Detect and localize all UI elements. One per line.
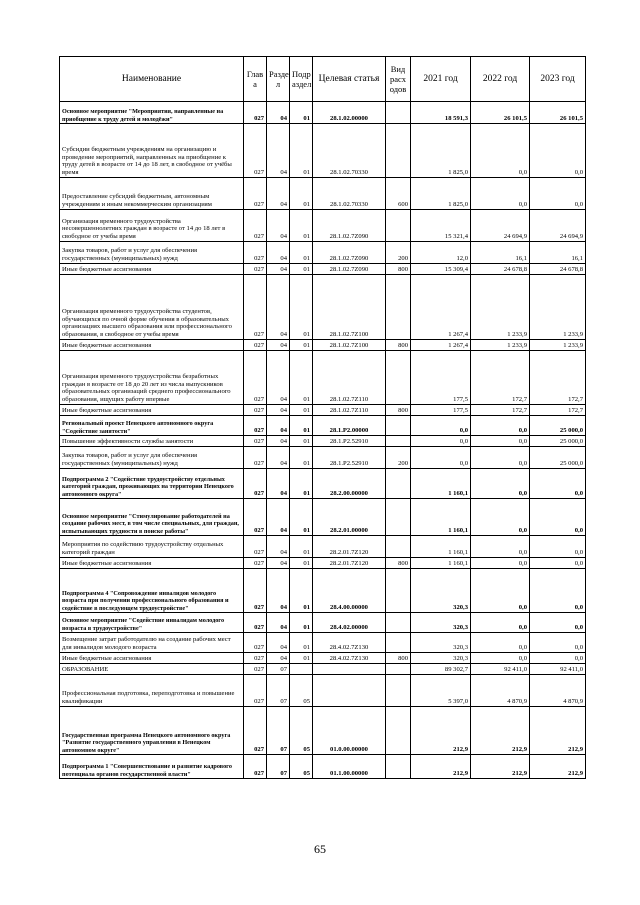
row-glava: 027 (244, 178, 267, 210)
row-razdel: 07 (267, 707, 290, 755)
row-glava: 027 (244, 755, 267, 779)
row-amount-2022: 1 233,9 (471, 340, 530, 351)
row-amount-2021: 0,0 (411, 447, 471, 469)
row-name: Повышение эффективности службы занятости (60, 436, 244, 447)
row-amount-2023: 24 678,8 (530, 264, 586, 275)
row-name: Подпрограмма 4 "Сопровождение инвалидов молодого возраста при получении профессионального образования и содействие в последующем трудоустройстве" (60, 569, 244, 613)
row-glava: 027 (244, 210, 267, 242)
row-celevaya-statya: 28.1.02.7Z100 (313, 275, 386, 340)
row-podrazdel: 01 (290, 469, 313, 499)
row-name: Возмещение затрат работодателю на создание рабочих мест для инвалидов молодого возраста (60, 633, 244, 653)
row-celevaya-statya: 01.1.00.00000 (313, 755, 386, 779)
table-row (60, 675, 586, 707)
row-vid-rashodov: 600 (386, 178, 411, 210)
row-amount-2023: 0,0 (530, 124, 586, 178)
row-glava: 027 (244, 416, 267, 436)
row-amount-2023: 25 000,0 (530, 416, 586, 436)
row-amount-2022: 0,0 (471, 536, 530, 558)
row-glava: 027 (244, 558, 267, 569)
row-podrazdel: 01 (290, 653, 313, 664)
row-razdel: 04 (267, 264, 290, 275)
row-name: Мероприятия по содействию трудоустройству отдельных категорий граждан (60, 536, 244, 558)
row-amount-2021: 212,9 (411, 755, 471, 779)
row-glava: 027 (244, 405, 267, 416)
row-glava: 027 (244, 447, 267, 469)
row-vid-rashodov: 800 (386, 340, 411, 351)
row-celevaya-statya: 28.1.02.00000 (313, 102, 386, 124)
row-name: Иные бюджетные ассигнования (60, 340, 244, 351)
row-celevaya-statya: 28.1.02.7Z110 (313, 405, 386, 416)
row-amount-2023: 25 000,0 (530, 436, 586, 447)
row-vid-rashodov (386, 499, 411, 536)
row-amount-2023: 1 233,9 (530, 340, 586, 351)
row-celevaya-statya: 28.1.02.70330 (313, 124, 386, 178)
row-amount-2021: 320,3 (411, 653, 471, 664)
row-glava: 027 (244, 469, 267, 499)
row-amount-2021: 0,0 (411, 416, 471, 436)
row-amount-2023: 0,0 (530, 613, 586, 633)
row-celevaya-statya: 28.2.01.7Z120 (313, 536, 386, 558)
row-amount-2023: 212,9 (530, 755, 586, 779)
row-amount-2021: 89 302,7 (411, 664, 471, 675)
row-amount-2022: 4 870,9 (471, 675, 530, 707)
row-razdel: 04 (267, 102, 290, 124)
row-name: ОБРАЗОВАНИЕ (60, 664, 244, 675)
row-razdel: 04 (267, 340, 290, 351)
row-razdel: 07 (267, 755, 290, 779)
row-podrazdel: 01 (290, 340, 313, 351)
row-amount-2022: 0,0 (471, 499, 530, 536)
row-amount-2021: 320,3 (411, 569, 471, 613)
row-amount-2021: 1 267,4 (411, 340, 471, 351)
row-podrazdel: 05 (290, 755, 313, 779)
header-glava: Глав а (244, 57, 267, 102)
row-glava: 027 (244, 340, 267, 351)
row-vid-rashodov (386, 613, 411, 633)
row-vid-rashodov: 800 (386, 653, 411, 664)
row-razdel: 04 (267, 416, 290, 436)
row-glava: 027 (244, 499, 267, 536)
row-amount-2023: 0,0 (530, 558, 586, 569)
row-amount-2022: 24 694,9 (471, 210, 530, 242)
row-razdel: 04 (267, 469, 290, 499)
table-body (60, 102, 586, 779)
row-amount-2022: 0,0 (471, 124, 530, 178)
table-row (60, 124, 586, 178)
row-name: Субсидии бюджетным учреждениям на организацию и проведение мероприятий, направленных на приобщение к труду детей в возрасте от 14 до 18 лет, в свободное от учёбы время (60, 124, 244, 178)
header-name: Наименование (60, 57, 244, 102)
row-amount-2021: 1 825,0 (411, 178, 471, 210)
row-name: Закупка товаров, работ и услуг для обеспечения государственных (муниципальных) нужд (60, 447, 244, 469)
row-glava: 027 (244, 264, 267, 275)
row-amount-2021: 1 160,1 (411, 469, 471, 499)
row-podrazdel: 01 (290, 351, 313, 405)
row-podrazdel: 01 (290, 210, 313, 242)
row-razdel: 04 (267, 124, 290, 178)
header-vid-rashodov: Вид расх одов (386, 57, 411, 102)
row-amount-2021: 1 160,1 (411, 499, 471, 536)
row-glava: 027 (244, 653, 267, 664)
row-amount-2021: 1 160,1 (411, 558, 471, 569)
row-razdel: 04 (267, 436, 290, 447)
row-razdel: 07 (267, 675, 290, 707)
row-podrazdel: 01 (290, 264, 313, 275)
row-celevaya-statya: 28.1.02.7Z110 (313, 351, 386, 405)
row-name: Основное мероприятие "Содействие инвалидам молодого возраста в трудоустройстве" (60, 613, 244, 633)
row-name: Иные бюджетные ассигнования (60, 653, 244, 664)
table-row (60, 664, 586, 675)
row-razdel: 04 (267, 210, 290, 242)
row-celevaya-statya: 28.1.P2.00000 (313, 416, 386, 436)
row-amount-2023: 212,9 (530, 707, 586, 755)
row-podrazdel: 01 (290, 178, 313, 210)
row-glava: 027 (244, 351, 267, 405)
row-razdel: 04 (267, 558, 290, 569)
row-amount-2023: 25 000,0 (530, 447, 586, 469)
row-amount-2021: 1 825,0 (411, 124, 471, 178)
row-vid-rashodov (386, 210, 411, 242)
row-podrazdel: 01 (290, 405, 313, 416)
row-amount-2021: 1 160,1 (411, 536, 471, 558)
row-vid-rashodov (386, 469, 411, 499)
table-row (60, 447, 586, 469)
row-name: Закупка товаров, работ и услуг для обеспечения государственных (муниципальных) нужд (60, 242, 244, 264)
row-name: Иные бюджетные ассигнования (60, 558, 244, 569)
row-amount-2021: 15 309,4 (411, 264, 471, 275)
row-amount-2021: 1 267,4 (411, 275, 471, 340)
row-vid-rashodov: 800 (386, 558, 411, 569)
row-podrazdel: 01 (290, 436, 313, 447)
row-podrazdel: 01 (290, 558, 313, 569)
row-vid-rashodov: 200 (386, 242, 411, 264)
row-amount-2022: 0,0 (471, 447, 530, 469)
row-amount-2022: 0,0 (471, 653, 530, 664)
row-podrazdel: 01 (290, 275, 313, 340)
row-amount-2021: 177,5 (411, 351, 471, 405)
row-vid-rashodov (386, 569, 411, 613)
row-amount-2022: 0,0 (471, 633, 530, 653)
table-row (60, 242, 586, 264)
row-amount-2022: 0,0 (471, 436, 530, 447)
row-amount-2021: 0,0 (411, 436, 471, 447)
row-amount-2022: 0,0 (471, 613, 530, 633)
page-number: 65 (314, 842, 326, 856)
row-podrazdel: 01 (290, 124, 313, 178)
row-celevaya-statya: 28.2.01.7Z120 (313, 558, 386, 569)
row-vid-rashodov (386, 436, 411, 447)
row-amount-2021: 12,0 (411, 242, 471, 264)
row-celevaya-statya: 28.2.01.00000 (313, 499, 386, 536)
row-amount-2023: 4 870,9 (530, 675, 586, 707)
row-podrazdel: 01 (290, 569, 313, 613)
row-razdel: 04 (267, 405, 290, 416)
row-amount-2023: 0,0 (530, 178, 586, 210)
table-row (60, 275, 586, 340)
row-vid-rashodov (386, 124, 411, 178)
row-glava: 027 (244, 664, 267, 675)
row-celevaya-statya: 28.1.02.7Z090 (313, 210, 386, 242)
row-amount-2021: 212,9 (411, 707, 471, 755)
row-amount-2022: 0,0 (471, 569, 530, 613)
row-name: Иные бюджетные ассигнования (60, 264, 244, 275)
row-amount-2022: 26 101,5 (471, 102, 530, 124)
row-vid-rashodov (386, 755, 411, 779)
row-name: Организация временного трудоустройства безработных граждан в возрасте от 18 до 20 лет из числа выпускников образовательных организаций среднего профессионального образования, ищущих работу впервые (60, 351, 244, 405)
row-amount-2021: 320,3 (411, 633, 471, 653)
table-row (60, 340, 586, 351)
row-podrazdel: 05 (290, 675, 313, 707)
row-amount-2022: 0,0 (471, 178, 530, 210)
row-amount-2021: 5 397,0 (411, 675, 471, 707)
header-year-2022: 2022 год (471, 57, 530, 102)
row-name: Государственная программа Ненецкого автономного округа "Развитие государственного управления в Ненецком автономном округе" (60, 707, 244, 755)
row-amount-2023: 1 233,9 (530, 275, 586, 340)
row-glava: 027 (244, 633, 267, 653)
table-row (60, 416, 586, 436)
row-celevaya-statya: 28.1.P2.52910 (313, 436, 386, 447)
row-razdel: 04 (267, 275, 290, 340)
row-amount-2022: 24 678,8 (471, 264, 530, 275)
row-amount-2021: 18 591,3 (411, 102, 471, 124)
table-row (60, 178, 586, 210)
table-row (60, 405, 586, 416)
row-vid-rashodov: 200 (386, 447, 411, 469)
table-row (60, 210, 586, 242)
row-razdel: 04 (267, 569, 290, 613)
row-vid-rashodov (386, 536, 411, 558)
row-celevaya-statya: 28.1.02.70330 (313, 178, 386, 210)
table-row (60, 558, 586, 569)
row-razdel: 04 (267, 613, 290, 633)
row-amount-2023: 0,0 (530, 633, 586, 653)
row-amount-2023: 0,0 (530, 499, 586, 536)
header-razdel: Разде л (267, 57, 290, 102)
row-celevaya-statya: 28.1.02.7Z090 (313, 264, 386, 275)
row-razdel: 04 (267, 499, 290, 536)
row-podrazdel: 05 (290, 707, 313, 755)
row-celevaya-statya: 28.1.P2.52910 (313, 447, 386, 469)
row-glava: 027 (244, 242, 267, 264)
row-razdel: 04 (267, 242, 290, 264)
row-celevaya-statya: 28.1.02.7Z100 (313, 340, 386, 351)
table-row (60, 536, 586, 558)
row-glava: 027 (244, 675, 267, 707)
row-podrazdel: 01 (290, 416, 313, 436)
row-amount-2023: 172,7 (530, 405, 586, 416)
row-podrazdel (290, 664, 313, 675)
row-amount-2022: 1 233,9 (471, 275, 530, 340)
row-razdel: 04 (267, 633, 290, 653)
row-razdel: 07 (267, 664, 290, 675)
row-amount-2022: 172,7 (471, 405, 530, 416)
table-row (60, 755, 586, 779)
row-amount-2022: 0,0 (471, 558, 530, 569)
row-amount-2023: 0,0 (530, 569, 586, 613)
row-name: Основное мероприятие "Стимулирование работодателей на создание рабочих мест, в том числе специальных, для граждан, испытывающих трудности в поиске работы" (60, 499, 244, 536)
row-amount-2022: 92 411,0 (471, 664, 530, 675)
row-name: Региональный проект Ненецкого автономного округа "Содействие занятости" (60, 416, 244, 436)
row-vid-rashodov (386, 664, 411, 675)
row-vid-rashodov (386, 416, 411, 436)
row-amount-2021: 177,5 (411, 405, 471, 416)
row-podrazdel: 01 (290, 536, 313, 558)
row-amount-2022: 0,0 (471, 469, 530, 499)
row-vid-rashodov: 800 (386, 405, 411, 416)
table-row (60, 469, 586, 499)
row-amount-2023: 24 694,9 (530, 210, 586, 242)
row-amount-2023: 172,7 (530, 351, 586, 405)
row-amount-2021: 320,3 (411, 613, 471, 633)
row-celevaya-statya: 28.2.00.00000 (313, 469, 386, 499)
row-vid-rashodov (386, 675, 411, 707)
table-row (60, 569, 586, 613)
row-celevaya-statya: 28.1.02.7Z090 (313, 242, 386, 264)
row-vid-rashodov (386, 275, 411, 340)
row-amount-2021: 15 321,4 (411, 210, 471, 242)
row-vid-rashodov (386, 102, 411, 124)
row-glava: 027 (244, 613, 267, 633)
header-year-2021: 2021 год (411, 57, 471, 102)
row-amount-2022: 16,1 (471, 242, 530, 264)
row-amount-2022: 212,9 (471, 707, 530, 755)
row-celevaya-statya: 28.4.00.00000 (313, 569, 386, 613)
row-razdel: 04 (267, 447, 290, 469)
row-celevaya-statya (313, 664, 386, 675)
row-celevaya-statya: 28.4.02.7Z130 (313, 653, 386, 664)
row-razdel: 04 (267, 536, 290, 558)
row-amount-2023: 16,1 (530, 242, 586, 264)
table-row (60, 264, 586, 275)
table-row (60, 653, 586, 664)
table-header-row (60, 57, 586, 102)
row-vid-rashodov (386, 707, 411, 755)
row-glava: 027 (244, 436, 267, 447)
row-celevaya-statya: 01.0.00.00000 (313, 707, 386, 755)
row-amount-2023: 0,0 (530, 536, 586, 558)
table-row (60, 436, 586, 447)
row-razdel: 04 (267, 653, 290, 664)
row-glava: 027 (244, 275, 267, 340)
table-row (60, 351, 586, 405)
row-celevaya-statya: 28.4.02.7Z130 (313, 633, 386, 653)
row-glava: 027 (244, 536, 267, 558)
header-podrazdel: Подр аздел (290, 57, 313, 102)
row-podrazdel: 01 (290, 633, 313, 653)
row-amount-2023: 0,0 (530, 653, 586, 664)
row-name: Основное мероприятие "Мероприятия, направленные на приобщение к труду детей и молодёжи" (60, 102, 244, 124)
row-amount-2023: 0,0 (530, 469, 586, 499)
budget-table (59, 56, 586, 779)
row-glava: 027 (244, 707, 267, 755)
table-row (60, 707, 586, 755)
row-amount-2022: 172,7 (471, 351, 530, 405)
row-name: Организация временного трудоустройства студентов, обучающихся по очной форме обучения в образовательных организациях высшего образования или профессионального образования, в свободное от учебы время (60, 275, 244, 340)
row-name: Организация временного трудоустройства несовершеннолетних граждан в возрасте от 14 до 18 лет в свободное от учебы время (60, 210, 244, 242)
row-razdel: 04 (267, 351, 290, 405)
row-glava: 027 (244, 124, 267, 178)
header-celevaya-statya: Целевая статья (313, 57, 386, 102)
table-row (60, 613, 586, 633)
row-name: Подпрограмма 1 "Совершенствование и развитие кадрового потенциала органов государственной власти" (60, 755, 244, 779)
row-vid-rashodov (386, 351, 411, 405)
row-podrazdel: 01 (290, 242, 313, 264)
row-celevaya-statya: 28.4.02.00000 (313, 613, 386, 633)
row-amount-2023: 92 411,0 (530, 664, 586, 675)
table-row (60, 633, 586, 653)
row-name: Профессиональная подготовка, переподготовка и повышение квалификации (60, 675, 244, 707)
row-glava: 027 (244, 569, 267, 613)
row-amount-2022: 0,0 (471, 416, 530, 436)
row-podrazdel: 01 (290, 102, 313, 124)
row-name: Подпрограмма 2 "Содействие трудоустройству отдельных категорий граждан, проживающих на территории Ненецкого автономного округа" (60, 469, 244, 499)
row-podrazdel: 01 (290, 447, 313, 469)
row-vid-rashodov: 800 (386, 264, 411, 275)
row-glava: 027 (244, 102, 267, 124)
row-name: Предоставление субсидий бюджетным, автономным учреждениям и иным некоммерческим организациям (60, 178, 244, 210)
table-row (60, 102, 586, 124)
table-row (60, 499, 586, 536)
header-year-2023: 2023 год (530, 57, 586, 102)
row-amount-2022: 212,9 (471, 755, 530, 779)
row-vid-rashodov (386, 633, 411, 653)
row-razdel: 04 (267, 178, 290, 210)
row-podrazdel: 01 (290, 613, 313, 633)
row-celevaya-statya (313, 675, 386, 707)
row-amount-2023: 26 101,5 (530, 102, 586, 124)
row-name: Иные бюджетные ассигнования (60, 405, 244, 416)
row-podrazdel: 01 (290, 499, 313, 536)
